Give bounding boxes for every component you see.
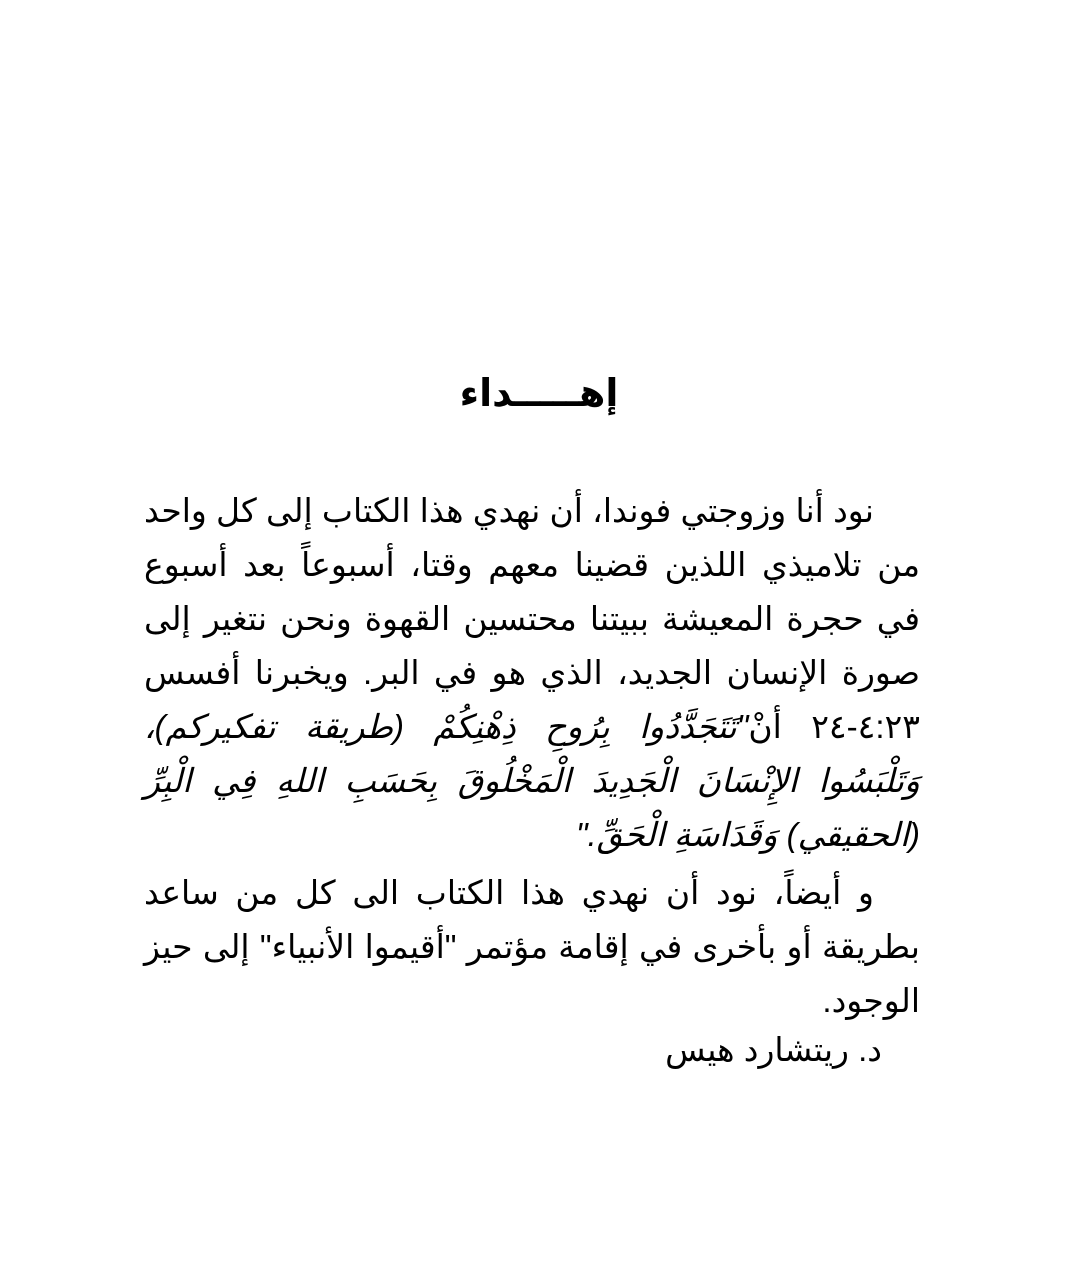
dedication-paragraph-1: [144, 484, 920, 862]
scripture-quote-part-1: "تَتَجَدَّدُوا بِرُوحِ ذِهْنِكُمْ: [433, 708, 749, 745]
paragraph-1-intro: نود أنا وزوجتي فوندا، أن نهدي هذا الكتاب إلى كل واحد من تلاميذي اللذين قضينا معهم وقتا، أسبوعاً بعد أسبوع في حجرة المعيشة ببيتنا محتسين القهوة ونحن نتغير إلى صورة الإنسان الجديد، الذي هو في البر. ويخبرنا أفسس ٤:٢٣-٢٤ أنْ: [144, 492, 920, 745]
scripture-bracket-2: (الحقيقي): [786, 816, 920, 853]
page-title: إهـــــداء: [459, 373, 619, 415]
document-body: [144, 484, 920, 1028]
scripture-bracket-1: (طريقة تفكيركم)،: [144, 708, 405, 745]
scripture-quote-part-3: وَقَدَاسَةِ الْحَقِّ.": [575, 816, 778, 853]
dedication-paragraph-2: و أيضاً، نود أن نهدي هذا الكتاب الى كل من ساعد بطريقة أو بأخرى في إقامة مؤتمر "أقيموا الأنبياء" إلى حيز الوجود.: [144, 874, 920, 1019]
signature-name: د. ريتشارد هيس: [665, 1031, 882, 1068]
scripture-quote-part-2: وَتَلْبَسُوا الإِنْسَانَ الْجَدِيدَ الْمَخْلُوقَ بِحَسَبِ اللهِ فِي الْبِرِّ: [144, 762, 920, 799]
